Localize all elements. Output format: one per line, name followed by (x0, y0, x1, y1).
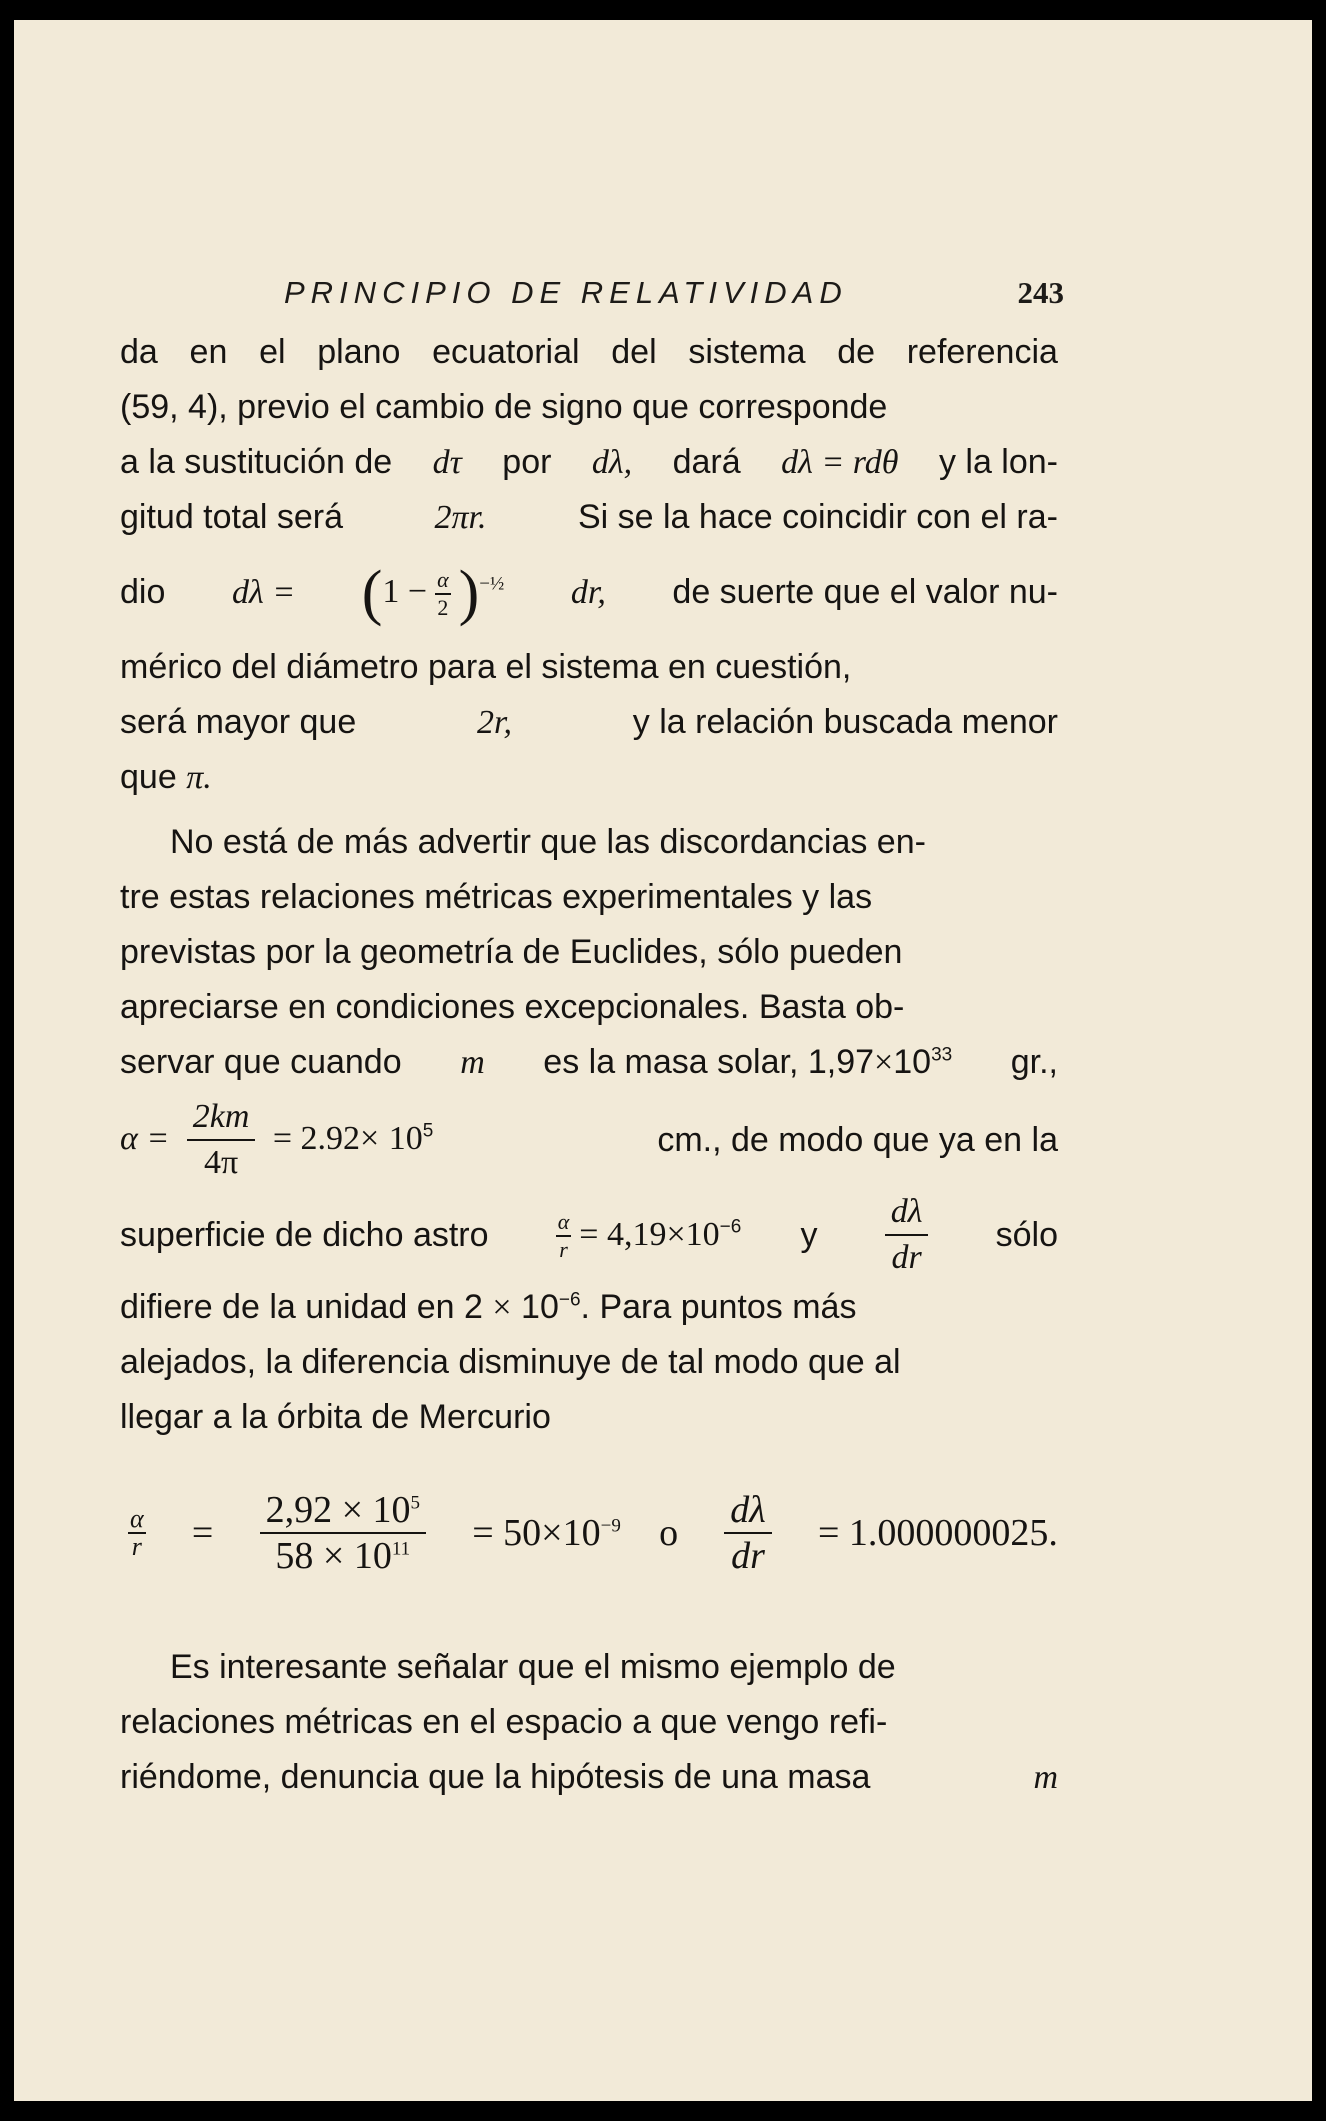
text-line: mérico del diámetro para el sistema en cuestión, (120, 648, 852, 686)
fraction: $\frac{2,92 \times 10^5}{58 \times 10^{11}}$ (260, 1488, 426, 1578)
text-line: Es interesante señalar que el mismo ejemplo de (170, 1648, 896, 1686)
text-line: tre estas relaciones métricas experimentales y las (120, 878, 873, 916)
text-line: difiere de la unidad en $2 \times 10^{-6}$. Para puntos más (120, 1288, 857, 1326)
book-page (14, 20, 1312, 2101)
paragraph-2 (120, 815, 1058, 1445)
text-line-formula: superficie de dicho astro $\frac{\alpha}{r}$ = $4,19\times 10^{-6}$ y $\frac{d\lambda}{dr}$ sólo (120, 1190, 1058, 1280)
text-line: No está de más advertir que las discordancias en- (170, 823, 926, 861)
inline-formula: (1 − $\frac{\alpha}{2}$ )$^{-\frac{1}{2}}$ (361, 559, 505, 628)
text-line: que π. (120, 758, 212, 796)
text-line: previstas por la geometría de Euclides, sólo pueden (120, 933, 903, 971)
fraction: $\frac{\alpha}{2}$ (437, 566, 449, 620)
page-number: 243 (1017, 275, 1064, 310)
text-line: da en el plano ecuatorial del sistema de referencia (120, 333, 1058, 371)
fraction: $\frac{d\lambda}{dr}$ (885, 1190, 929, 1280)
text-line: relaciones métricas en el espacio a que vengo refi- (120, 1703, 888, 1741)
text-line: apreciarse en condiciones excepcionales. Basta ob- (120, 988, 905, 1026)
text-line-formula: dio dλ = (1 − $\frac{\alpha}{2}$ )$^{-\frac{1}{2}}$ dr, de suerte que el valor nu- (120, 559, 1058, 628)
fraction: $\frac{\alpha}{r}$ (557, 1209, 570, 1262)
text-line: servar que cuando m es la masa solar, $1,97\times 10^{33}$ gr., (120, 1043, 1058, 1081)
text-line: alejados, la diferencia disminuye de tal modo que al (120, 1343, 901, 1381)
running-head (284, 275, 1064, 311)
chapter-title: PRINCIPIO DE RELATIVIDAD (284, 275, 848, 310)
inline-formula: α = $\frac{2km}{4\pi}$ = $2.92\times 10^5$ (120, 1095, 433, 1185)
text-line-formula: α = $\frac{2km}{4\pi}$ = $2.92\times 10^5$ cm., de modo que ya en la (120, 1090, 1058, 1190)
inline-formula: $\frac{\alpha}{r}$ = $4,19\times 10^{-6}$ (557, 1209, 742, 1262)
text-line: llegar a la órbita de Mercurio (120, 1398, 551, 1436)
text-line: a la sustitución de dτ por dλ, dará dλ = rdθ y la lon- (120, 443, 1058, 481)
text-line: riéndome, denuncia que la hipótesis de una masa m (120, 1758, 1058, 1796)
text-line: (59, 4), previo el cambio de signo que corresponde (120, 388, 888, 426)
fraction: $\frac{\alpha}{r}$ (130, 1504, 144, 1561)
text-line: gitud total será 2πr. Si se la hace coincidir con el ra- (120, 498, 1058, 536)
paragraph-3 (120, 1640, 1058, 1805)
display-formula: $\frac{\alpha}{r}$ = $\frac{2,92 \times 10^5}{58 \times 10^{11}}$ = $50\times 10^{-9}$ o $\frac{d\lambda}{dr}$ = 1.000000025. (130, 1489, 1058, 1577)
paragraph-1 (120, 325, 1058, 805)
fraction: $\frac{d\lambda}{dr}$ (724, 1488, 771, 1578)
text-line: será mayor que 2r, y la relación buscada menor (120, 703, 1058, 741)
fraction: $\frac{2km}{4\pi}$ (187, 1095, 256, 1185)
